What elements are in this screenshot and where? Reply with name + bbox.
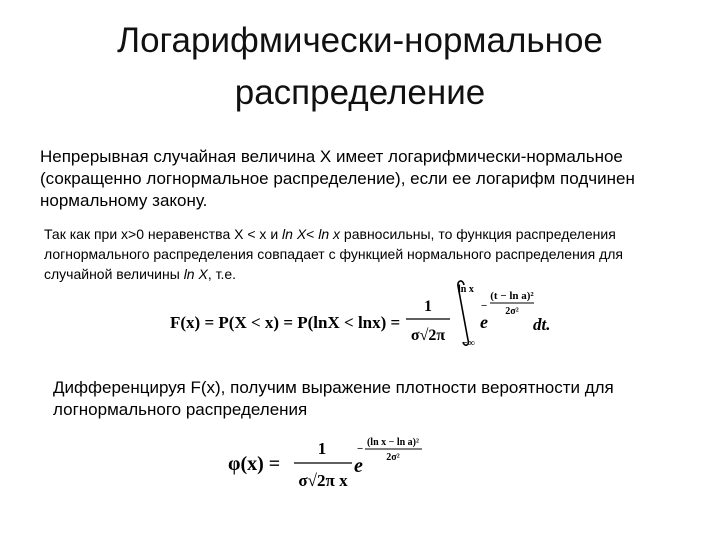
exp-numerator: (t − ln a)² xyxy=(490,290,534,302)
cdf-fraction-numerator: 1 xyxy=(424,298,432,315)
pdf-formula xyxy=(228,428,428,498)
exp-denominator: 2σ² xyxy=(505,306,519,317)
pdf-exp-numerator: (ln x − ln a)² xyxy=(366,437,420,448)
slide-title-line1: Логарифмически-нормальное xyxy=(117,21,603,60)
integral-upper-limit: ln x xyxy=(458,284,474,295)
pdf-exp-denominator: 2σ² xyxy=(386,452,400,463)
equivalence-text-4: , т.е. xyxy=(207,266,237,282)
pdf-fraction-numerator: 1 xyxy=(317,439,327,458)
equivalence-text-2: < xyxy=(306,226,319,242)
pdf-exp-base: e xyxy=(354,455,363,477)
exp-minus: − xyxy=(481,300,488,312)
pdf-fraction-denominator: σ√2π x xyxy=(298,471,348,490)
exp-base: e xyxy=(480,312,488,332)
cdf-formula xyxy=(170,280,570,358)
pdf-lhs: φ(x) = xyxy=(228,453,281,475)
pdf-exp-minus: − xyxy=(357,443,364,455)
derivative-paragraph: Дифференцируя F(x), получим выражение плотности вероятности для логнормального распределения xyxy=(53,378,614,419)
ln-X-term: ln X xyxy=(282,226,307,242)
cdf-differential: dt. xyxy=(533,315,551,334)
ln-x-term: ln x xyxy=(318,226,341,242)
slide-title-line2: распределение xyxy=(234,73,486,112)
equivalence-text-3: равносильны, то функция распределения логнормального распределения совпадает с функцией нормального распределения для случайной величины xyxy=(44,226,624,282)
ln-X-term-2: ln X xyxy=(183,266,208,282)
definition-paragraph: Непрерывная случайная величина X имеет логарифмически-нормальное (сокращенно логнормальное распределение), если ее логарифм подчинен нормальному закону. xyxy=(40,147,635,210)
cdf-fraction-denominator: σ√2π xyxy=(410,327,446,344)
integral-lower-limit: −∞ xyxy=(462,338,475,349)
cdf-lhs: F(x) = P(X < x) = P(lnX < lnx) = xyxy=(170,313,401,332)
equivalence-text-1: Так как при x>0 неравенства X < x и xyxy=(44,226,283,242)
equivalence-paragraph xyxy=(44,224,694,284)
